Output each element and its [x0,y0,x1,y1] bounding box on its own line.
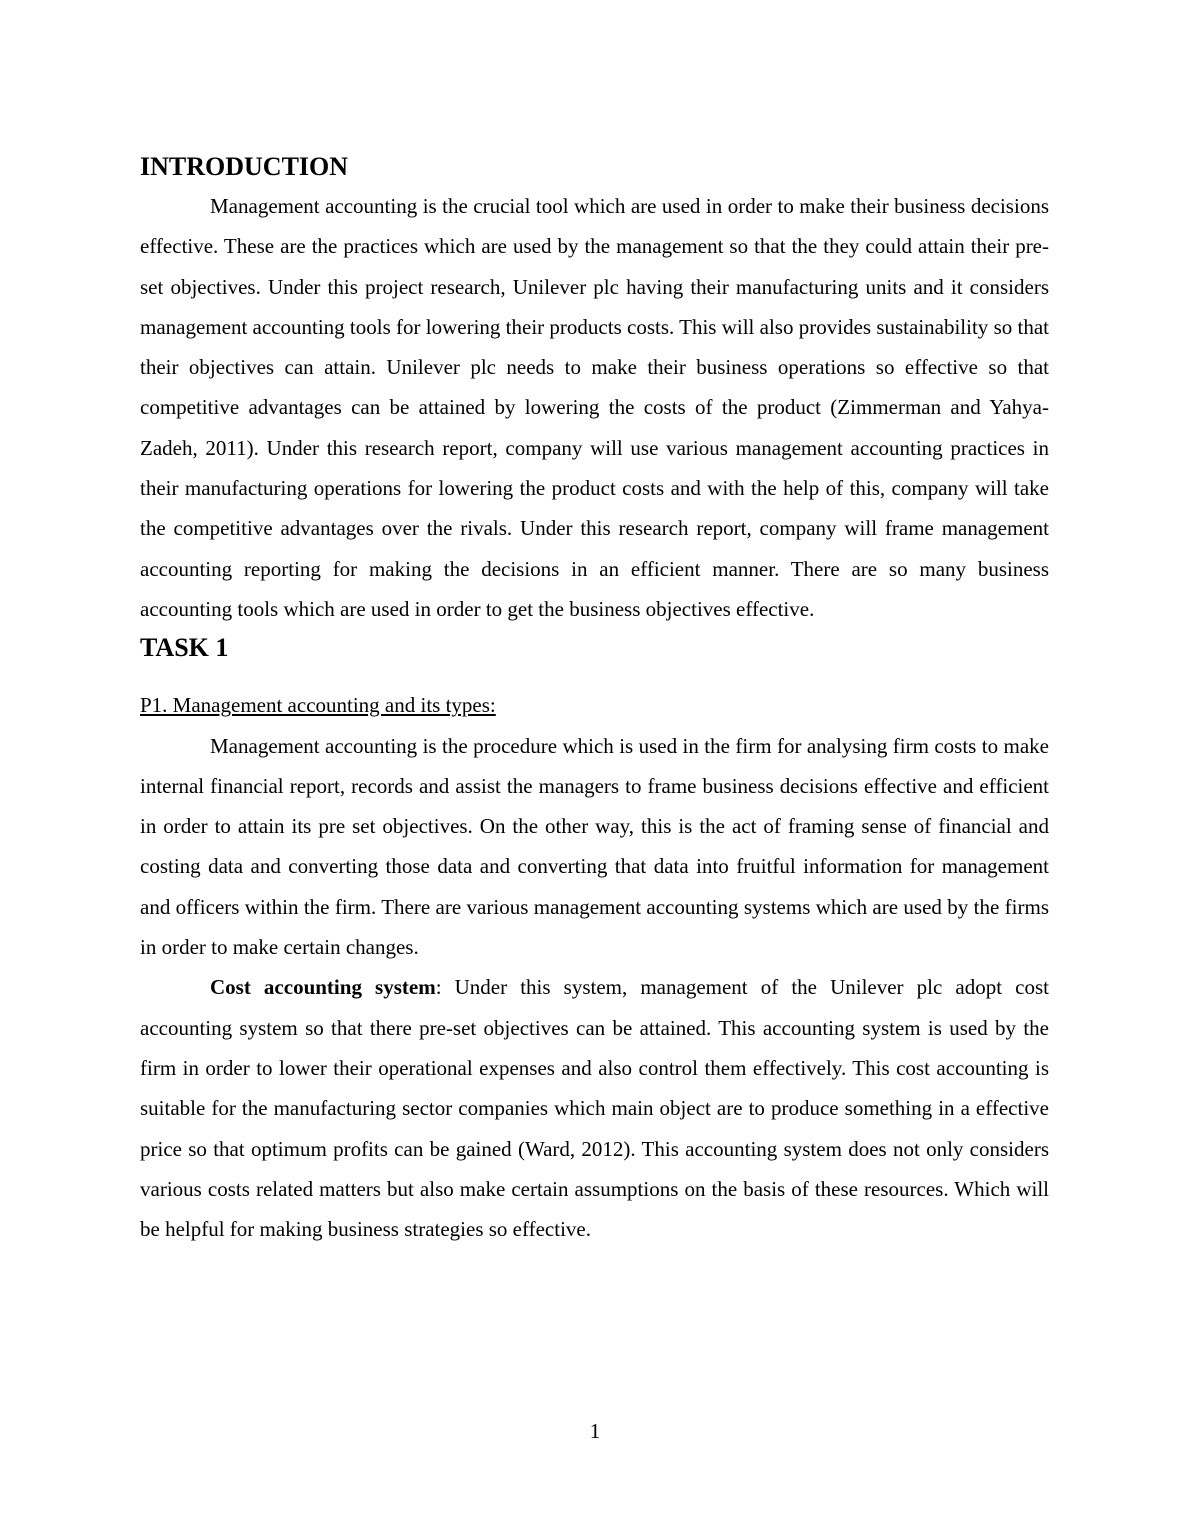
cost-accounting-paragraph [140,967,1049,1249]
page-number: 1 [589,1419,601,1443]
task-1-heading: TASK 1 [140,633,229,663]
page-content [140,148,1049,1249]
p1-subheading: P1. Management accounting and its types: [140,693,496,718]
introduction-paragraph: Management accounting is the crucial tool which are used in order to make their business decisions effective. These are the practices which are used by the management so that the they could attain their pre-set objectives. Under this project research, Unilever plc having their manufacturing units and it considers management accounting tools for lowering their products costs. This will also provides sustainability so that their objectives can attain. Unilever plc needs to make their business operations so effective so that competitive advantages can be attained by lowering the costs of the product (Zimmerman and Yahya-Zadeh, 2011). Under this research report, company will use various management accounting practices in their manufacturing operations for lowering the product costs and with the help of this, company will take the competitive advantages over the rivals. Under this research report, company will frame management accounting reporting for making the decisions in an efficient manner. There are so many business accounting tools which are used in order to get the business objectives effective. [140,194,1049,621]
cost-accounting-text: : Under this system, management of the Unilever plc adopt cost accounting system so that there pre-set objectives can be attained. This accounting system is used by the firm in order to lower their operational expenses and also control them effectively. This cost accounting is suitable for the manufacturing sector companies which main object are to produce something in a effective price so that optimum profits can be gained (Ward, 2012). This accounting system does not only considers various costs related matters but also make certain assumptions on the basis of these resources. Which will be helpful for making business strategies so effective. [140,975,1049,1242]
cost-accounting-term: Cost accounting system [210,975,436,1000]
p1-paragraph: Management accounting is the procedure which is used in the firm for analysing firm costs to make internal financial report, records and assist the managers to frame business decisions effective and efficient in order to attain its pre set objectives. On the other way, this is the act of framing sense of financial and costing data and converting those data and converting that data into fruitful information for management and officers within the firm. There are various management accounting systems which are used by the firms in order to make certain changes. [140,733,1049,960]
introduction-heading: INTRODUCTION [140,152,349,181]
